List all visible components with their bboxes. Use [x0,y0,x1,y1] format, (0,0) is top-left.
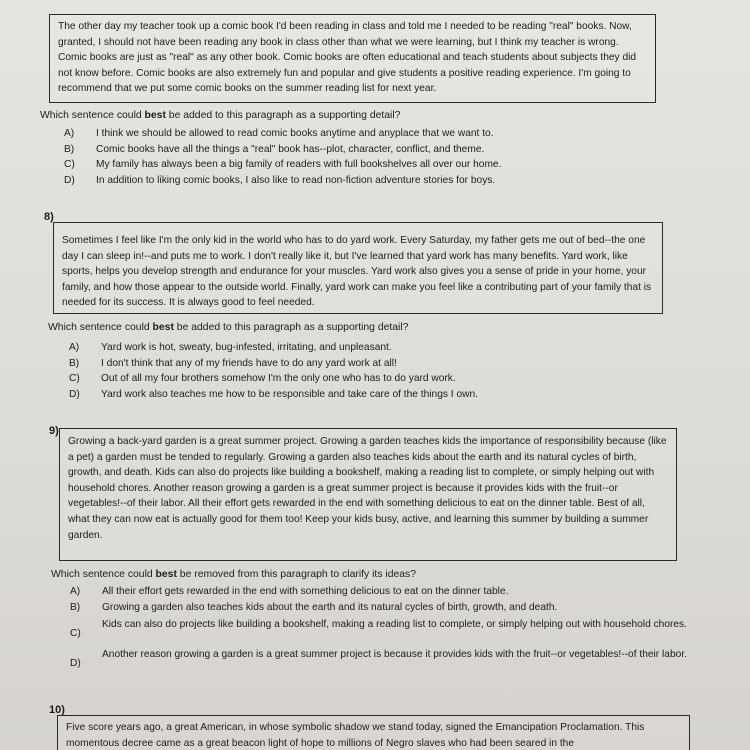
question-8-prompt: Which sentence could best be added to this paragraph as a supporting detail? [48,322,409,333]
option-7d[interactable]: D) In addition to liking comic books, I also like to read non-fiction adventure stories for boys. [64,174,496,186]
question-8-options [69,340,669,402]
option-8c[interactable]: C) Out of all my four brothers somehow I'm the only one who has to do yard work. [69,373,456,384]
option-9b[interactable]: B) Growing a garden also teaches kids about the earth and its natural cycles of birth, growth, and death. [70,601,558,613]
option-9d[interactable]: D) Another reason growing a garden is a great summer project is because it provides kids with the fruit--or vegetables!--of their labor. [70,648,687,669]
passage-8-text: Sometimes I feel like I'm the only kid in the world who has to do yard work. Every Saturday, my father gets me out of bed--the one day I can sleep in!--and puts me to work. I don't really like it, but I've learned that yard work has many benefits. Yard work, like sports, helps you develop strength and endurance for your muscles. Yard work also gives you a sense of pride in your home, your family, and how those appear to the outside world. Finally, yard work can make you feel like a contributing part of your family that is needed for its success. It is always good to feel needed. [62,235,652,309]
option-7c[interactable]: C) My family has always been a big family of readers with full bookshelves all over our home. [64,159,502,170]
passage-7 [49,14,656,103]
passage-8 [53,222,663,314]
option-7a[interactable]: A) I think we should be allowed to read comic books anytime and anyplace that we want to. [64,128,494,139]
question-9-number: 9) [49,425,59,437]
question-8-number: 8) [44,211,54,223]
passage-7-text: The other day my teacher took up a comic book I'd been reading in class and told me I needed to be reading "real" books. Now, granted, I should not have been reading any book in class other than what we were learning, but I think my teacher is wrong. Comic books are just as "real" as any other book. Comic books are often educational and teach students about subjects they did not know before. Comic books are also extremely fun and popular and give students a positive reading experience. I'm going to recommend that we put some comic books on the summer reading list for next year. [58,21,637,95]
passage-10 [57,715,690,750]
passage-9 [59,428,677,561]
passage-10-text: Five score years ago, a great American, in whose symbolic shadow we stand today, signed the Emancipation Proclamation. This momentous decree came as a great beacon light of hope to millions of Negro slaves who had been seared in the [66,722,645,749]
option-9c[interactable]: C) Kids can also do projects like building a bookshelf, making a reading list to complete, or simply helping out with household chores. [70,619,687,639]
option-8a[interactable]: A) Yard work is hot, sweaty, bug-infested, irritating, and unpleasant. [69,342,392,353]
option-8b[interactable]: B) I don't think that any of my friends have to do any yard work at all! [69,357,397,369]
question-10-number: 10) [49,704,65,716]
question-9-prompt: Which sentence could best be removed from this paragraph to clarify its ideas? [51,569,417,580]
question-7-options [64,126,664,188]
option-9a[interactable]: A) All their effort gets rewarded in the end with something delicious to eat on the dinner table. [70,586,509,597]
option-8d[interactable]: D) Yard work also teaches me how to be responsible and take care of the things I own. [69,388,478,400]
option-7b[interactable]: B) Comic books have all the things a "real" book has--plot, character, conflict, and theme. [64,143,485,155]
question-7-prompt: Which sentence could best be added to this paragraph as a supporting detail? [40,110,401,121]
question-9-options [70,584,700,671]
passage-9-text: Growing a back-yard garden is a great summer project. Growing a garden teaches kids the importance of responsibility because (like a pet) a garden must be tended to regularly. Growing a garden also teaches kids about the earth and its natural cycles of birth, growth, and death. Kids can also do projects like building a bookshelf, making a reading list to complete, or simply helping out with household chores. Another reason growing a garden is a great summer project is because it provides kids with the fruit--or vegetables!--of their labor. All their effort gets rewarded in the end with something delicious to eat on the dinner table. Best of all, what they can now eat is actually good for them too! Keep your kids busy, active, and learning this summer by building a summer garden. [68,436,667,541]
